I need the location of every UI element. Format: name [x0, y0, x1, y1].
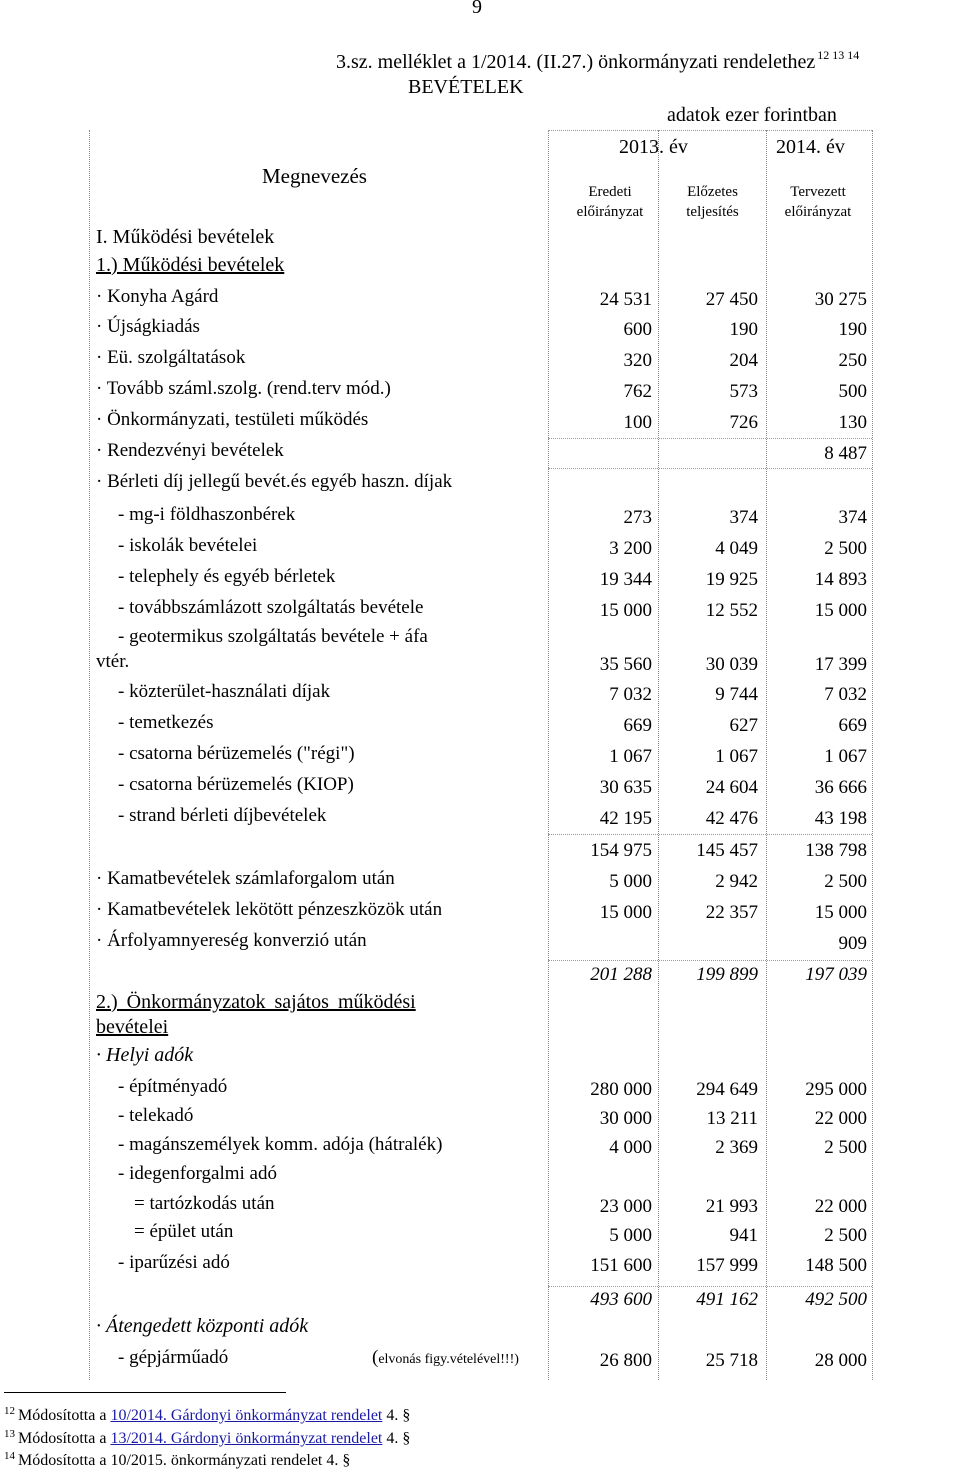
value-preliminary: 12 552: [705, 600, 758, 621]
value-original: 35 560: [599, 654, 652, 675]
value-original: 26 800: [599, 1350, 652, 1371]
value-preliminary: 30 039: [705, 654, 758, 675]
value-original: 154 975: [590, 840, 652, 861]
row-label: - építményadó: [118, 1076, 228, 1097]
total-row: [0, 1286, 960, 1310]
table-row: [0, 1076, 960, 1100]
page-number: 9: [472, 0, 482, 18]
value-preliminary: 4 049: [715, 538, 758, 559]
table-row: [0, 930, 960, 954]
value-planned: 2 500: [824, 1137, 867, 1158]
value-planned: 30 275: [814, 289, 867, 310]
value-original: 273: [623, 507, 652, 528]
footnote-number: 13: [4, 1428, 15, 1440]
col-header-line: Tervezett: [790, 184, 846, 200]
table-row: [0, 868, 960, 892]
footnote-refs[interactable]: 12 13 14: [817, 48, 860, 62]
value-original: 201 288: [590, 964, 652, 985]
col-header-preliminary: [660, 182, 765, 222]
value-planned: 500: [838, 381, 867, 402]
year-2014-header: 2014. év: [776, 136, 845, 158]
value-original: 493 600: [590, 1289, 652, 1310]
table-row: [0, 1252, 960, 1276]
footnote-number: 12: [4, 1405, 15, 1417]
row-label: - telekadó: [118, 1105, 194, 1126]
value-original: 19 344: [599, 569, 652, 590]
table-row: [0, 712, 960, 736]
row-label: · Önkormányzati, testületi működés: [96, 409, 369, 430]
value-original: 5 000: [609, 1225, 652, 1246]
value-planned: 36 666: [814, 777, 867, 798]
value-preliminary: 2 369: [715, 1137, 758, 1158]
value-planned: 197 039: [805, 964, 867, 985]
row-label: - magánszemélyek komm. adója (hátralék): [118, 1134, 443, 1155]
value-original: 151 600: [590, 1255, 652, 1276]
row-label: · Rendezvényi bevételek: [96, 440, 284, 461]
value-preliminary: 204: [729, 350, 758, 371]
col-header-line: teljesítés: [686, 204, 739, 220]
row-label: = épület után: [134, 1221, 234, 1242]
annex-title: [336, 48, 859, 74]
value-original: 669: [623, 715, 652, 736]
value-preliminary: 190: [729, 319, 758, 340]
row-label: · Újságkiadás: [96, 316, 200, 337]
value-preliminary: 1 067: [715, 746, 758, 767]
value-planned: 138 798: [805, 840, 867, 861]
value-planned: 17 399: [814, 654, 867, 675]
value-original: 42 195: [599, 808, 652, 829]
row-note: [372, 1347, 519, 1369]
grid-line-top: [548, 130, 872, 131]
table-row: [0, 597, 960, 621]
table-row: [0, 1163, 960, 1187]
table-row: [0, 681, 960, 705]
name-column-header: Megnevezés: [262, 164, 367, 188]
table-row: [0, 316, 960, 340]
table-row: [0, 805, 960, 829]
value-planned: 15 000: [814, 902, 867, 923]
value-preliminary: 42 476: [705, 808, 758, 829]
row-label: - geotermikus szolgáltatás bevétele + áfa: [118, 626, 428, 647]
total-row: [0, 961, 960, 985]
table-row: [0, 347, 960, 371]
value-planned: 130: [838, 412, 867, 433]
value-original: 320: [623, 350, 652, 371]
value-original: 15 000: [599, 600, 652, 621]
year-2013-header: 2013. év: [619, 136, 688, 158]
table-row: [0, 535, 960, 559]
value-planned: 669: [838, 715, 867, 736]
footnote-text: Módosította a: [18, 1407, 111, 1424]
row-label: · Bérleti díj jellegű bevét.és egyéb haszn. díjak: [96, 471, 453, 492]
table-row: [0, 1105, 960, 1129]
value-original: 280 000: [590, 1079, 652, 1100]
value-planned: 14 893: [814, 569, 867, 590]
value-planned: 22 000: [814, 1108, 867, 1129]
row-label: - csatorna bérüzemelés ("régi"): [118, 743, 355, 764]
value-planned: 295 000: [805, 1079, 867, 1100]
value-planned: 1 067: [824, 746, 867, 767]
footnote-suffix: 4. §: [382, 1407, 411, 1424]
row-label: = tartózkodás után: [134, 1193, 275, 1214]
local-taxes-heading: · Helyi adók: [96, 1044, 194, 1066]
value-original: 15 000: [599, 902, 652, 923]
value-planned: 2 500: [824, 871, 867, 892]
row-label: · Kamatbevételek lekötött pénzeszközök után: [96, 899, 443, 920]
row-label: - gépjárműadó: [118, 1347, 229, 1368]
col-header-original: [550, 182, 670, 222]
value-planned: 2 500: [824, 538, 867, 559]
table-row: [0, 1134, 960, 1158]
table-row: [0, 378, 960, 402]
value-preliminary: 19 925: [705, 569, 758, 590]
footnote-link[interactable]: 13/2014. Gárdonyi önkormányzat rendelet: [110, 1430, 383, 1447]
subsection-title: 2.) Önkormányzatok sajátos működési: [96, 991, 416, 1013]
value-original: 762: [623, 381, 652, 402]
footnote-suffix: 4. §: [382, 1430, 411, 1447]
table-row: [0, 566, 960, 590]
footnote: [4, 1405, 410, 1425]
value-preliminary: 294 649: [696, 1079, 758, 1100]
table-row: [0, 1193, 960, 1217]
value-planned: 492 500: [805, 1289, 867, 1310]
footnote-text: Módosította a: [18, 1430, 111, 1447]
value-planned: 43 198: [814, 808, 867, 829]
transferred-taxes-heading: · Átengedett központi adók: [96, 1315, 309, 1337]
value-preliminary: 199 899: [696, 964, 758, 985]
value-preliminary: 9 744: [715, 684, 758, 705]
value-preliminary: 22 357: [705, 902, 758, 923]
table-row: [0, 774, 960, 798]
value-planned: 2 500: [824, 1225, 867, 1246]
value-original: 1 067: [609, 746, 652, 767]
value-preliminary: 21 993: [705, 1196, 758, 1217]
value-preliminary: 27 450: [705, 289, 758, 310]
value-planned: 374: [838, 507, 867, 528]
footnote-separator: [4, 1392, 286, 1393]
unit-note: adatok ezer forintban: [667, 104, 837, 126]
table-row: [0, 1221, 960, 1245]
row-label: · Eü. szolgáltatások: [96, 347, 246, 368]
value-original: 23 000: [599, 1196, 652, 1217]
row-label: - temetkezés: [118, 712, 214, 733]
footnote: [4, 1450, 350, 1470]
value-planned: 190: [838, 319, 867, 340]
subsection-title-continuation: bevételei: [96, 1016, 169, 1038]
row-label: - csatorna bérüzemelés (KIOP): [118, 774, 354, 795]
grid-line-subtotal: [548, 834, 872, 835]
row-label-continuation: vtér.: [96, 651, 130, 672]
footnote-link[interactable]: 10/2014. Gárdonyi önkormányzat rendelet: [110, 1407, 383, 1424]
row-label: · Tovább száml.szolg. (rend.terv mód.): [96, 378, 391, 399]
col-header-line: előirányzat: [576, 204, 644, 220]
table-row: [0, 743, 960, 767]
value-planned: 148 500: [805, 1255, 867, 1276]
value-planned: 8 487: [824, 443, 867, 464]
row-label: · Árfolyamnyereség konverzió után: [96, 930, 367, 951]
value-preliminary: 25 718: [705, 1350, 758, 1371]
row-label: - iparűzési adó: [118, 1252, 230, 1273]
subsection-title: 1.) Működési bevételek: [96, 254, 285, 276]
table-row: [0, 471, 960, 495]
value-planned: 7 032: [824, 684, 867, 705]
value-preliminary: 374: [729, 507, 758, 528]
row-note-text: elvonás figy.vételével!!!): [378, 1352, 519, 1367]
footnote: [4, 1428, 410, 1448]
value-preliminary: 941: [729, 1225, 758, 1246]
table-row: [0, 899, 960, 923]
row-note-paren: (: [372, 1347, 379, 1368]
value-preliminary: 13 211: [706, 1108, 758, 1129]
table-row: [0, 626, 960, 674]
subtotal-row: [0, 837, 960, 861]
table-row: [0, 440, 960, 464]
table-row: [0, 286, 960, 310]
value-preliminary: 573: [729, 381, 758, 402]
value-original: 30 000: [599, 1108, 652, 1129]
value-planned: 909: [838, 933, 867, 954]
row-label: - mg-i földhaszonbérek: [118, 504, 296, 525]
table-row: [0, 504, 960, 528]
value-preliminary: 2 942: [715, 871, 758, 892]
col-header-line: Eredeti: [588, 184, 632, 200]
table-row: [0, 1347, 960, 1371]
col-header-line: előirányzat: [784, 204, 852, 220]
value-preliminary: 726: [729, 412, 758, 433]
value-preliminary: 157 999: [696, 1255, 758, 1276]
value-planned: 250: [838, 350, 867, 371]
col-header-planned: [768, 182, 868, 222]
row-label: - közterület-használati díjak: [118, 681, 331, 702]
value-preliminary: 24 604: [705, 777, 758, 798]
value-original: 24 531: [599, 289, 652, 310]
row-label: · Kamatbevételek számlaforgalom után: [96, 868, 395, 889]
grid-line-row: [548, 468, 872, 469]
document-title: BEVÉTELEK: [408, 76, 524, 98]
value-planned: 22 000: [814, 1196, 867, 1217]
value-original: 100: [623, 412, 652, 433]
col-header-line: Előzetes: [687, 184, 738, 200]
value-preliminary: 627: [729, 715, 758, 736]
row-label: - iskolák bevételei: [118, 535, 258, 556]
footnote-number: 14: [4, 1450, 15, 1462]
footnote-text: Módosította a 10/2015. önkormányzati rendelet 4. §: [18, 1452, 351, 1469]
value-preliminary: 145 457: [696, 840, 758, 861]
value-preliminary: 491 162: [696, 1289, 758, 1310]
row-label: · Konyha Agárd: [96, 286, 219, 307]
value-original: 5 000: [609, 871, 652, 892]
value-original: 4 000: [609, 1137, 652, 1158]
section-title: I. Működési bevételek: [96, 226, 275, 248]
grid-line-row: [548, 438, 872, 439]
row-label: - továbbszámlázott szolgáltatás bevétele: [118, 597, 424, 618]
annex-title-text: 3.sz. melléklet a 1/2014. (II.27.) önkormányzati rendelethez: [336, 51, 816, 73]
row-label: - idegenforgalmi adó: [118, 1163, 277, 1184]
value-planned: 15 000: [814, 600, 867, 621]
value-original: 30 635: [599, 777, 652, 798]
table-row: [0, 409, 960, 433]
row-label: - telephely és egyéb bérletek: [118, 566, 336, 587]
value-original: 600: [623, 319, 652, 340]
value-original: 7 032: [609, 684, 652, 705]
value-planned: 28 000: [814, 1350, 867, 1371]
row-label: - strand bérleti díjbevételek: [118, 805, 327, 826]
value-original: 3 200: [609, 538, 652, 559]
